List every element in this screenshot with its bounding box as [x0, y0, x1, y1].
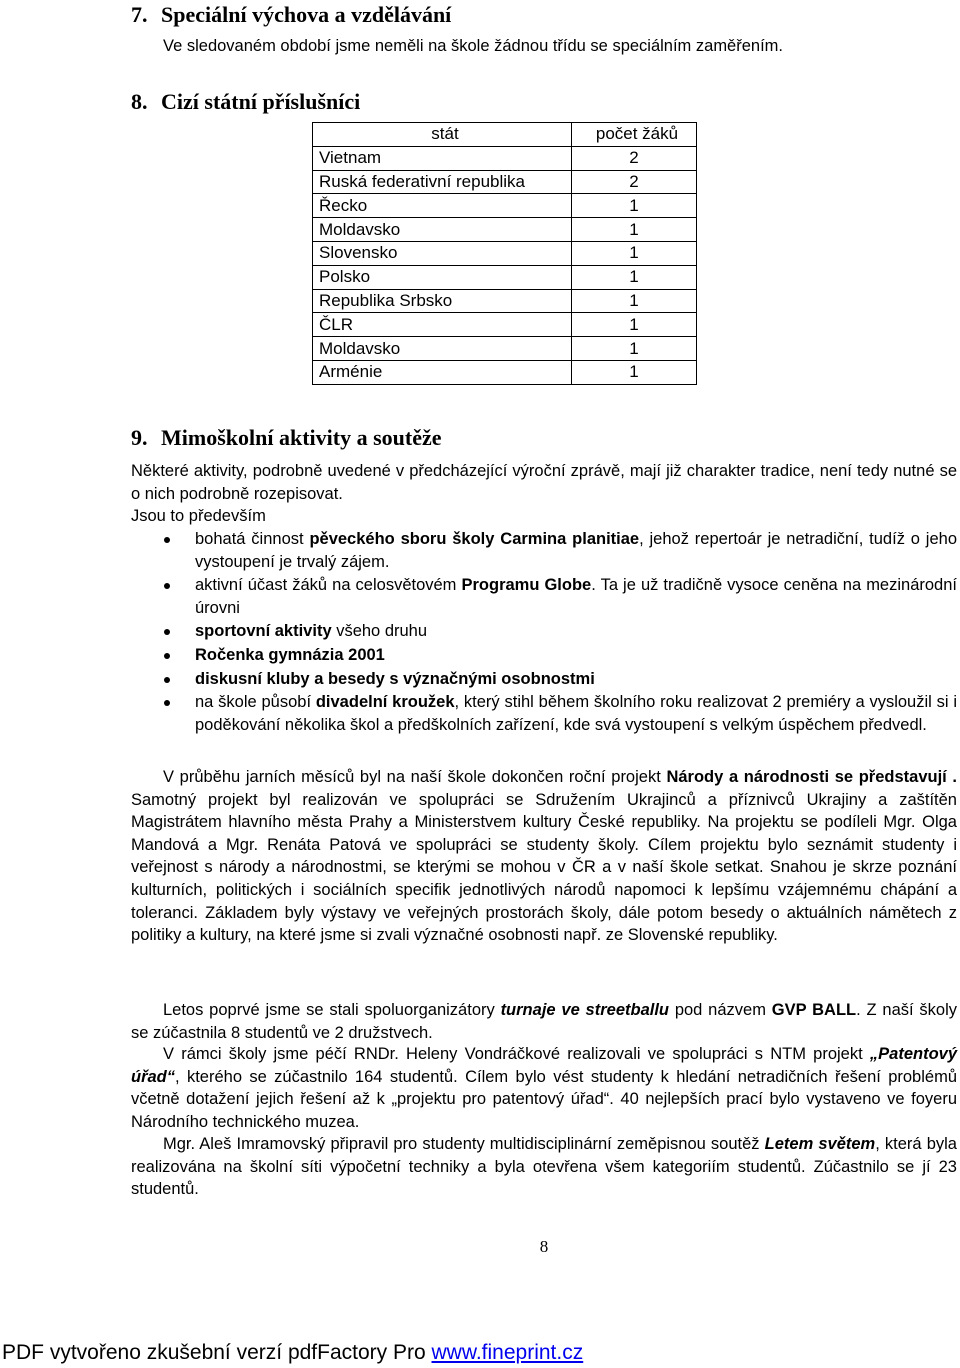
country-cell: Arménie [313, 360, 572, 384]
geography-paragraph [131, 1133, 957, 1201]
footer-text: PDF vytvořeno zkušební verzí pdfFactory Pro [2, 1341, 432, 1364]
list-item [131, 668, 957, 691]
country-cell: Slovensko [313, 241, 572, 265]
section-number: 8. [131, 89, 148, 114]
streetball-paragraph [131, 999, 957, 1044]
count-cell: 1 [572, 265, 697, 289]
section-7-heading [131, 2, 451, 28]
bold-text: pěveckého sboru školy Carmina planitiae [309, 530, 640, 548]
country-cell: Vietnam [313, 146, 572, 170]
country-cell: Polsko [313, 265, 572, 289]
table-row [313, 170, 697, 194]
country-cell: Moldavsko [313, 218, 572, 242]
table-row [313, 313, 697, 337]
list-item [131, 644, 957, 667]
section-number: 7. [131, 2, 148, 27]
count-cell: 2 [572, 170, 697, 194]
country-cell: Moldavsko [313, 337, 572, 361]
bullet-icon [164, 677, 170, 683]
count-cell: 1 [572, 289, 697, 313]
footer-link[interactable]: www.fineprint.cz [431, 1341, 584, 1364]
bullet-icon [164, 629, 170, 635]
section-number: 9. [131, 425, 148, 450]
project-paragraph [131, 766, 957, 947]
activities-list [131, 528, 957, 736]
bold-text: Národy a národnosti se představují . [666, 768, 957, 786]
country-cell: ČLR [313, 313, 572, 337]
text: aktivní účast žáků na celosvětovém [195, 576, 462, 595]
column-header-state: stát [313, 123, 572, 147]
section-8-heading [131, 89, 360, 115]
text: na škole působí [195, 693, 316, 712]
count-cell: 1 [572, 313, 697, 337]
list-item [131, 528, 957, 573]
text: pod názvem [669, 1001, 772, 1019]
country-cell: Republika Srbsko [313, 289, 572, 313]
section-7-text: Ve sledovaném období jsme neměli na škole žádnou třídu se speciálním zaměřením. [163, 37, 783, 55]
table-row [313, 194, 697, 218]
section-9-heading [131, 425, 442, 451]
country-cell: Ruská federativní republika [313, 170, 572, 194]
count-cell: 1 [572, 241, 697, 265]
bullet-icon [164, 700, 170, 706]
country-cell: Řecko [313, 194, 572, 218]
patent-paragraph [131, 1043, 957, 1133]
text: V rámci školy jsme péčí RNDr. Heleny Vondráčkové realizovali ve spolupráci s NTM projekt [163, 1045, 870, 1063]
table-row [313, 289, 697, 313]
bold-text: divadelní kroužek [315, 693, 455, 712]
foreign-students-table [312, 122, 697, 385]
pdf-footer [2, 1340, 583, 1366]
count-cell: 2 [572, 146, 697, 170]
table-header-row [313, 123, 697, 147]
text: Mgr. Aleš Imramovský připravil pro studenty multidisciplinární zeměpisnou soutěž [163, 1135, 765, 1153]
bullet-icon [164, 653, 170, 659]
text: , který stihl během školního roku realizovat 2 premiéry a vysloužil si i poděkování několika škol a předškolních zařízení, kde svá vystoupení s velkým úspěchem předvedl. [195, 693, 957, 734]
table-row [313, 360, 697, 384]
text: V průběhu jarních měsíců byl na naší škole dokončen roční projekt [163, 768, 667, 786]
section-9-intro: Některé aktivity, podrobně uvedené v předcházející výroční zprávě, mají již charakter tradice, není tedy nutné se o nich podrobně rozepisovat. [131, 462, 957, 503]
column-header-count: počet žáků [572, 123, 697, 147]
section-9-lead: Jsou to především [131, 507, 266, 525]
table-row [313, 218, 697, 242]
count-cell: 1 [572, 218, 697, 242]
count-cell: 1 [572, 337, 697, 361]
text: , jehož repertoár je netradiční, tudíž o jeho vystoupení je trvalý zájem. [195, 530, 957, 571]
list-item [131, 691, 957, 736]
list-item [131, 620, 957, 643]
bold-text: sportovní aktivity [195, 622, 332, 641]
section-title: Mimoškolní aktivity a soutěže [161, 425, 442, 450]
text: , která byla realizována na školní síti výpočetní techniky a byla otevřena všem kategoriím studentů. Zúčastnilo se jí 23 studentů. [131, 1135, 957, 1199]
text: všeho druhu [331, 622, 428, 641]
section-title: Speciální výchova a vzdělávání [161, 2, 452, 27]
count-cell: 1 [572, 194, 697, 218]
bold-text: GVP BALL [771, 1001, 857, 1019]
section-title: Cizí státní příslušníci [161, 89, 361, 114]
table-body [313, 146, 697, 384]
text: . Z naší školy se zúčastnila 8 studentů ve 2 družstvech. [131, 1001, 957, 1042]
bold-italic-text: „Patentový úřad“ [131, 1045, 957, 1086]
page-number: 8 [539, 1237, 549, 1256]
bullet-icon [164, 583, 170, 589]
count-cell: 1 [572, 360, 697, 384]
bold-italic-text: Letem světem [764, 1135, 876, 1153]
bold-text: diskusní kluby a besedy s význačnými osobnostmi [195, 669, 595, 688]
table-row [313, 146, 697, 170]
text: , kterého se zúčastnilo 164 studentů. Cílem bylo vést studenty k hledání netradičních řešení problémů včetně dotažení jejich řešení až k „projektu pro patentový úřad“. 40 nejlepších prací bylo vystaveno ve foyeru Národního technického muzea. [131, 1067, 957, 1131]
text: bohatá činnost [195, 530, 310, 548]
text: . Ta je už tradičně vysoce ceněna na mezinárodní úrovni [195, 576, 957, 617]
table-row [313, 265, 697, 289]
table-row [313, 241, 697, 265]
bold-text: Programu Globe [461, 576, 592, 595]
bold-italic-text: turnaje ve streetballu [500, 1001, 669, 1019]
text: Samotný projekt byl realizován ve spolupráci se Sdružením Ukrajinců a příznivců Ukrajiny a zaštítěn Magistrátem hlavního města Prahy a Ministerstvem kultury České republiky. Na projektu se podíleli Mgr. Olga Mandová a Mgr. Renáta Patová ve spolupráci se studenty školy. Cílem projektu bylo seznámit studenty i veřejnost s národy a národnostmi, se kterými se mohou v ČR a v naší škole setkat. Snahou je skrze poznání kulturních, politických i sociálních specifik jednotlivých národů napomoci k lepšímu vzájemnému chápání a toleranci. Základem byly výstavy ve veřejných prostorách školy, dále potom besedy o aktuálních námětech z politiky a kultury, na které jsme si zvali význačné osobnosti např. ze Slovenské republiky. [131, 790, 957, 945]
list-item [131, 574, 957, 619]
bold-text: Ročenka gymnázia 2001 [195, 645, 385, 664]
table-row [313, 337, 697, 361]
text: Letos poprvé jsme se stali spoluorganizátory [163, 1001, 501, 1019]
bullet-icon [164, 537, 170, 543]
